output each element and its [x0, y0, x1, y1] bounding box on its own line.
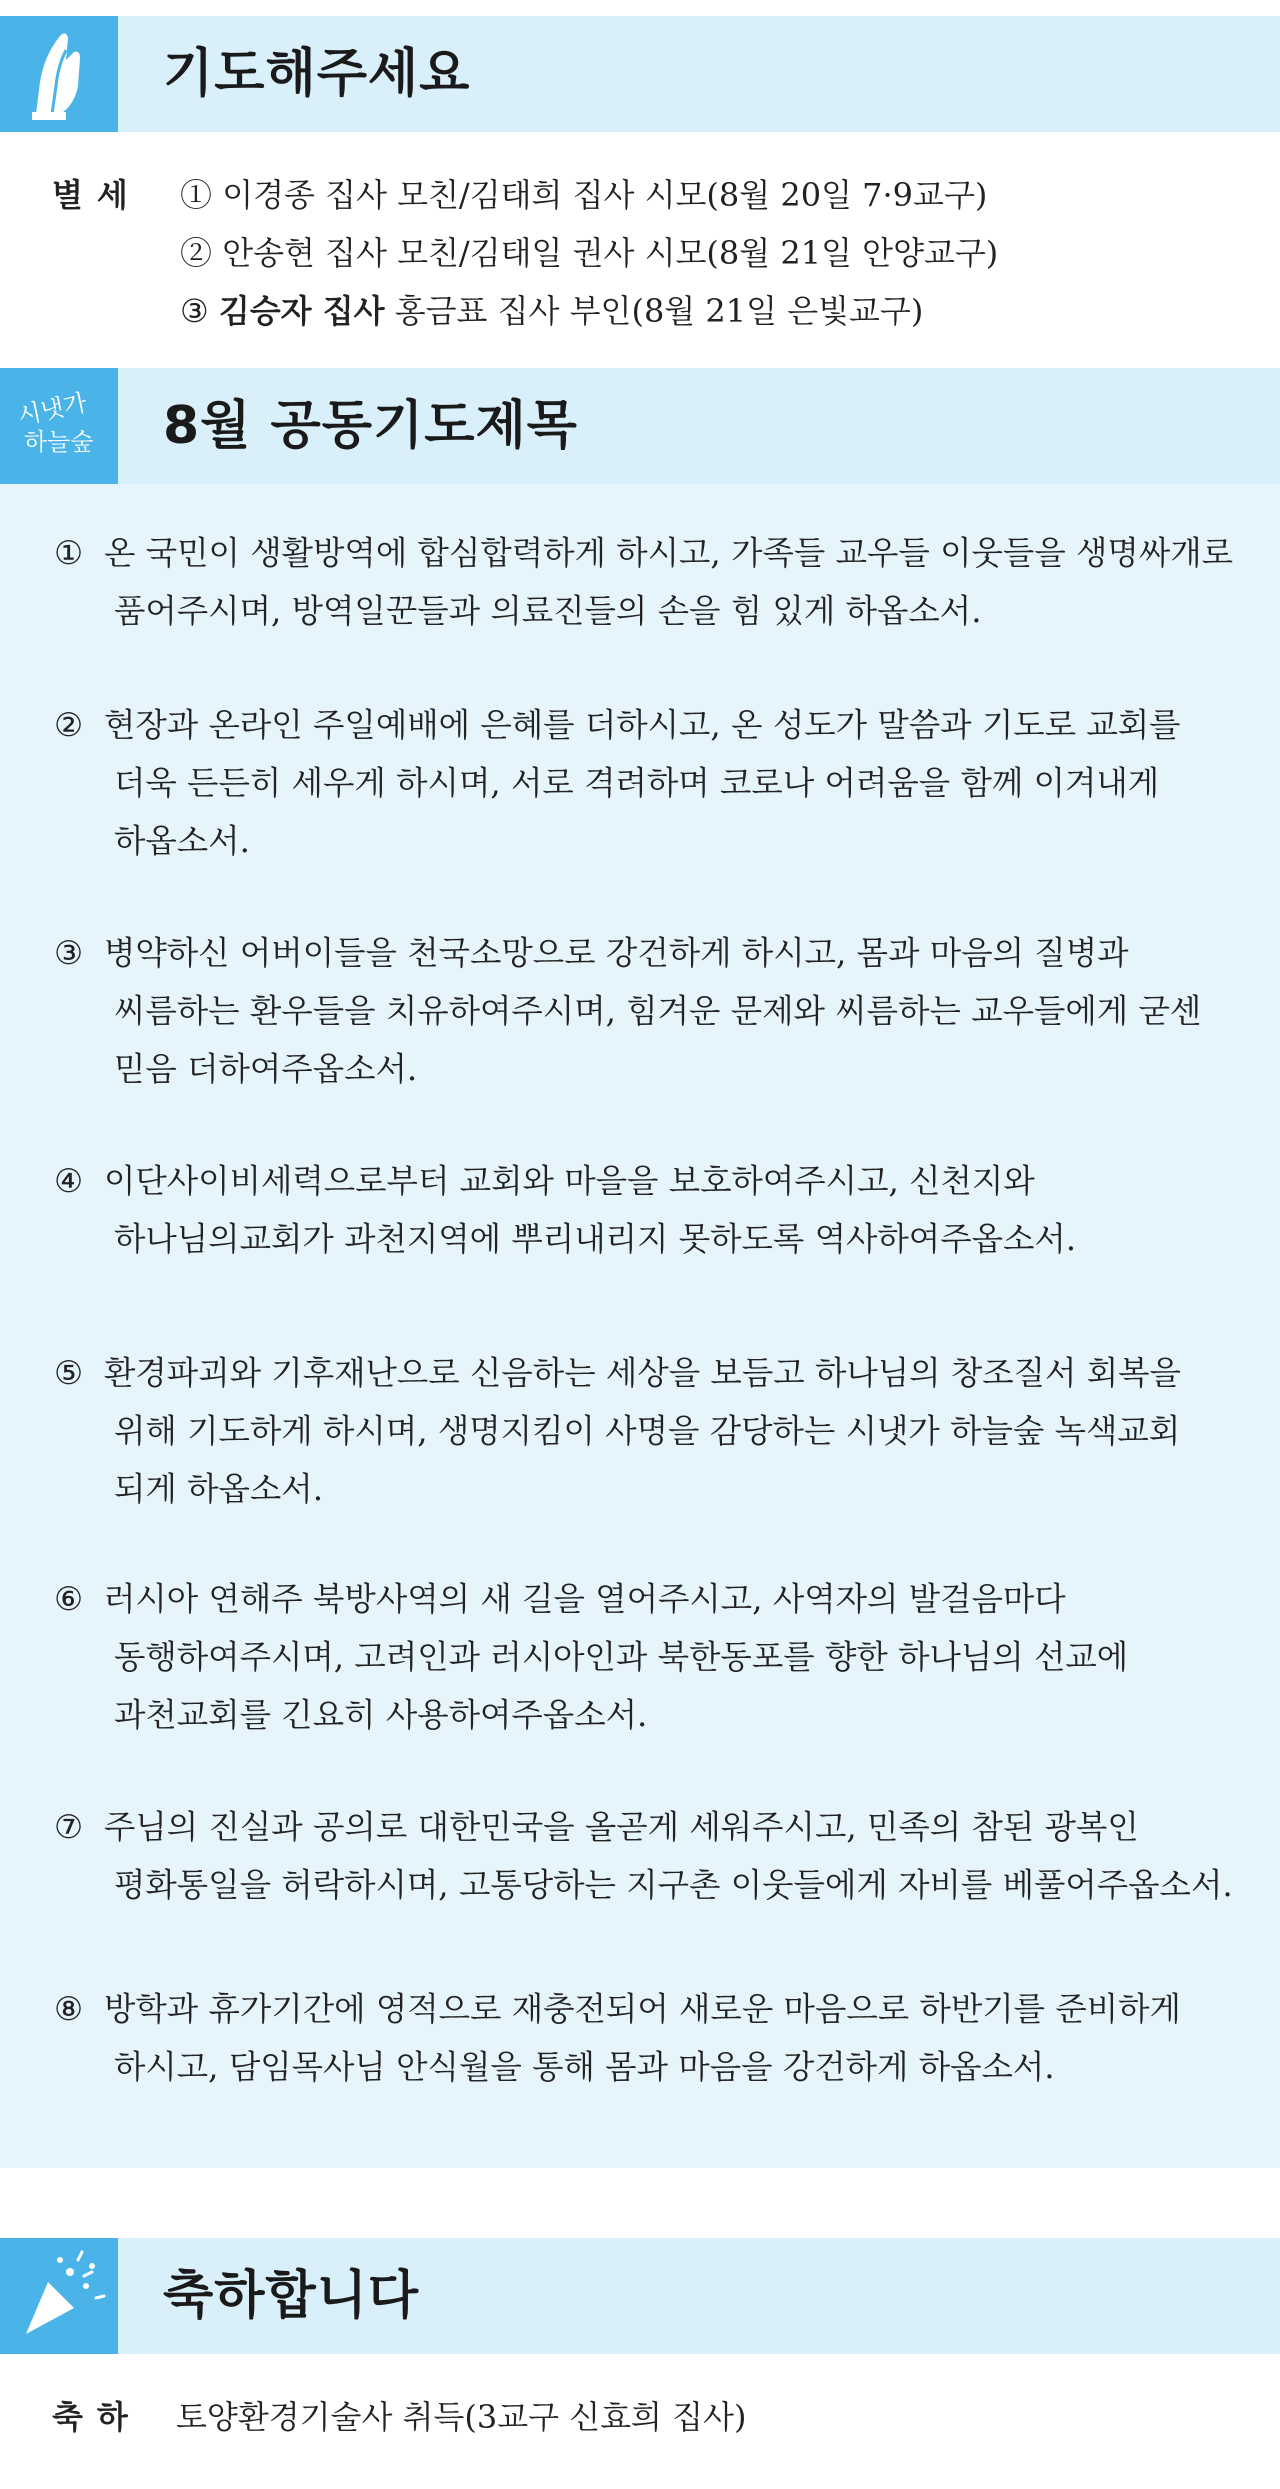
- prayer-line: 현장과 온라인 주일예배에 은혜를 더하시고, 온 성도가 말씀과 기도로 교회를: [104, 706, 1181, 744]
- congrats-label: 축하: [52, 2398, 142, 2436]
- prayer-line: 더욱 든든히 세우게 하시며, 서로 격려하며 코로나 어려움을 함께 이겨내게: [114, 764, 1160, 802]
- prayer-line: 환경파괴와 기후재난으로 신음하는 세상을 보듬고 하나님의 창조질서 회복을: [104, 1354, 1181, 1392]
- list-item: [180, 286, 923, 332]
- list-item: [180, 228, 998, 274]
- congrats-text: 토양환경기술사 취득(3교구 신효희 집사): [176, 2398, 747, 2436]
- logo-text-top: 시냇가: [15, 388, 90, 431]
- prayer-line: 병약하신 어버이들을 천국소망으로 강건하게 하시고, 몸과 마음의 질병과: [104, 934, 1129, 972]
- prayer-line: 하나님의교회가 과천지역에 뿌리내리지 못하도록 역사하여주옵소서.: [114, 1220, 1077, 1258]
- prayer-list: [0, 484, 1280, 2168]
- item-number: ⑧: [54, 1990, 84, 2028]
- item-number: ②: [180, 234, 213, 272]
- item-number: ③: [54, 934, 84, 972]
- prayer-line: 주님의 진실과 공의로 대한민국을 올곧게 세워주시고, 민족의 참된 광복인: [104, 1808, 1139, 1846]
- item-text: 안송현 집사 모친/김태일 권사 시모(8월 21일 안양교구): [222, 234, 999, 272]
- bereavement-label: 별세: [52, 176, 142, 214]
- item-number: ⑤: [54, 1354, 84, 1392]
- item-number: ②: [54, 706, 84, 744]
- prayer-line: 되게 하옵소서.: [114, 1470, 324, 1508]
- prayer-line: 하옵소서.: [114, 822, 250, 860]
- prayer-line: 과천교회를 긴요히 사용하여주옵소서.: [114, 1696, 648, 1734]
- item-number: ⑦: [54, 1808, 84, 1846]
- prayer-line: 씨름하는 환우들을 치유하여주시며, 힘겨운 문제와 씨름하는 교우들에게 굳센: [114, 992, 1202, 1030]
- prayer-line: 러시아 연해주 북방사역의 새 길을 열어주시고, 사역자의 발걸음마다: [104, 1580, 1066, 1618]
- item-number: ①: [54, 534, 84, 572]
- item-number: ⑥: [54, 1580, 84, 1618]
- prayer-line: 평화통일을 허락하시며, 고통당하는 지구촌 이웃들에게 자비를 베풀어주옵소서.: [114, 1866, 1233, 1904]
- common-prayer-header: [0, 368, 1280, 484]
- prayer-line: 방학과 휴가기간에 영적으로 재충전되어 새로운 마음으로 하반기를 준비하게: [104, 1990, 1181, 2028]
- party-popper-icon: [0, 2238, 118, 2354]
- item-number: ④: [54, 1162, 84, 1200]
- item-number: ③: [180, 292, 209, 330]
- church-logo-icon: [0, 368, 118, 484]
- prayer-line: 품어주시며, 방역일꾼들과 의료진들의 손을 힘 있게 하옵소서.: [114, 592, 982, 630]
- item-text: 홍금표 집사 부인(8월 21일 은빛교구): [384, 292, 924, 330]
- praying-hands-icon: [0, 16, 118, 132]
- item-number: ①: [180, 176, 213, 214]
- congrats-header: [0, 2238, 1280, 2354]
- item-bold-name: 김승자 집사: [218, 292, 385, 330]
- prayer-line: 동행하여주시며, 고려인과 러시아인과 북한동포를 향한 하나님의 선교에: [114, 1638, 1129, 1676]
- prayer-line: 위해 기도하게 하시며, 생명지킴이 사명을 감당하는 시냇가 하늘숲 녹색교회: [114, 1412, 1181, 1450]
- section-title: 축하합니다: [163, 2266, 420, 2326]
- prayer-request-header: [0, 16, 1280, 132]
- logo-text-bottom: 하늘숲: [24, 428, 94, 456]
- list-item: [180, 170, 987, 216]
- section-title: 기도해주세요: [163, 44, 471, 104]
- item-text: 이경종 집사 모친/김태희 집사 시모(8월 20일 7·9교구): [222, 176, 988, 214]
- section-title: 8월 공동기도제목: [163, 396, 578, 456]
- prayer-line: 온 국민이 생활방역에 합심합력하게 하시고, 가족들 교우들 이웃들을 생명싸개로: [104, 534, 1234, 572]
- prayer-line: 믿음 더하여주옵소서.: [114, 1050, 418, 1088]
- prayer-line: 하시고, 담임목사님 안식월을 통해 몸과 마음을 강건하게 하옵소서.: [114, 2048, 1055, 2086]
- prayer-line: 이단사이비세력으로부터 교회와 마을을 보호하여주시고, 신천지와: [104, 1162, 1035, 1200]
